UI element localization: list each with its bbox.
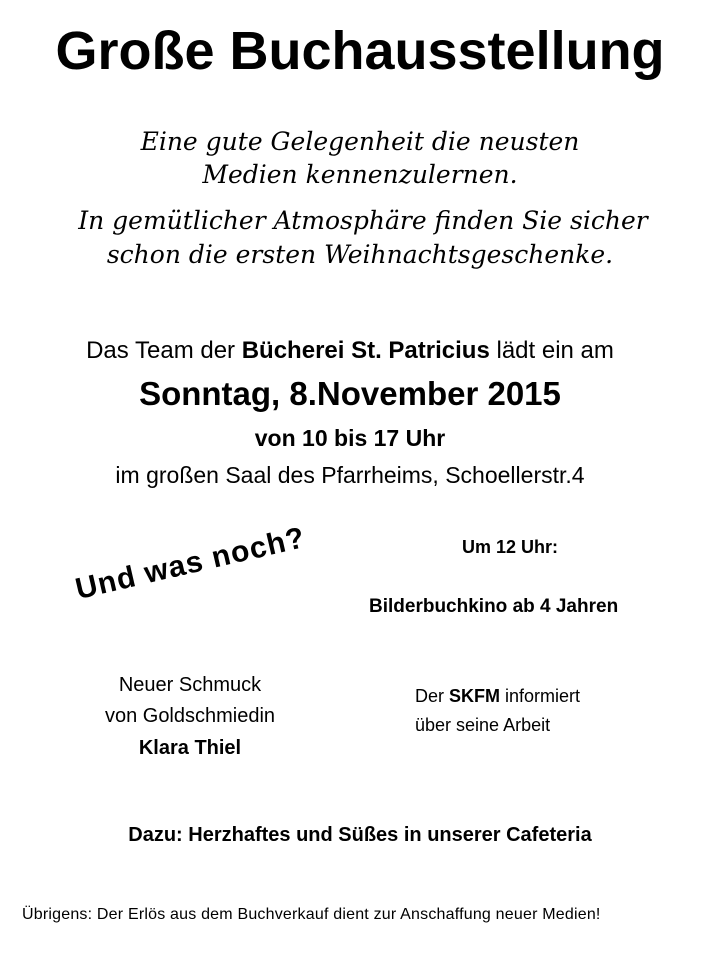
intro-line-4: schon die ersten Weihnachtsgeschenke. xyxy=(106,240,614,269)
skfm-line-2: über seine Arbeit xyxy=(415,715,551,735)
skfm-suffix: informiert xyxy=(500,686,581,706)
skfm-prefix: Der xyxy=(415,686,450,706)
jewelry-line-2: von Goldschmiedin xyxy=(104,705,276,727)
event-place: im großen Saal des Pfarrheims, Schoellerstr.4 xyxy=(115,462,585,488)
cafeteria-note: Dazu: Herzhaftes und Süßes in unserer Cafeteria xyxy=(128,824,592,846)
event-date: Sonntag, 8.November 2015 xyxy=(139,375,561,412)
intro-line-2: Medien kennenzulernen. xyxy=(202,160,518,189)
skfm-org: SKFM xyxy=(449,686,501,706)
invitation-prefix: Das Team der xyxy=(86,337,242,364)
invitation-line xyxy=(0,337,700,365)
program-time: Um 12 Uhr: xyxy=(462,537,559,557)
jewelry-artist-name: Klara Thiel xyxy=(138,737,242,759)
program-event: Bilderbuchkino ab 4 Jahren xyxy=(369,596,619,617)
library-name: Bücherei St. Patricius xyxy=(241,337,490,364)
page-title: Große Buchausstellung xyxy=(55,21,665,81)
extra-heading: Und was noch? xyxy=(72,521,309,607)
skfm-line-1 xyxy=(415,682,580,711)
event-time: von 10 bis 17 Uhr xyxy=(254,425,446,451)
jewelry-line-1: Neuer Schmuck xyxy=(118,674,262,696)
footer-note: Übrigens: Der Erlös aus dem Buchverkauf dient zur Anschaffung neuer Medien! xyxy=(22,906,601,923)
intro-line-1: Eine gute Gelegenheit die neusten xyxy=(140,127,580,156)
intro-line-3: In gemütlicher Atmosphäre finden Sie sicher xyxy=(78,206,648,235)
invitation-suffix: lädt ein am xyxy=(489,337,614,364)
